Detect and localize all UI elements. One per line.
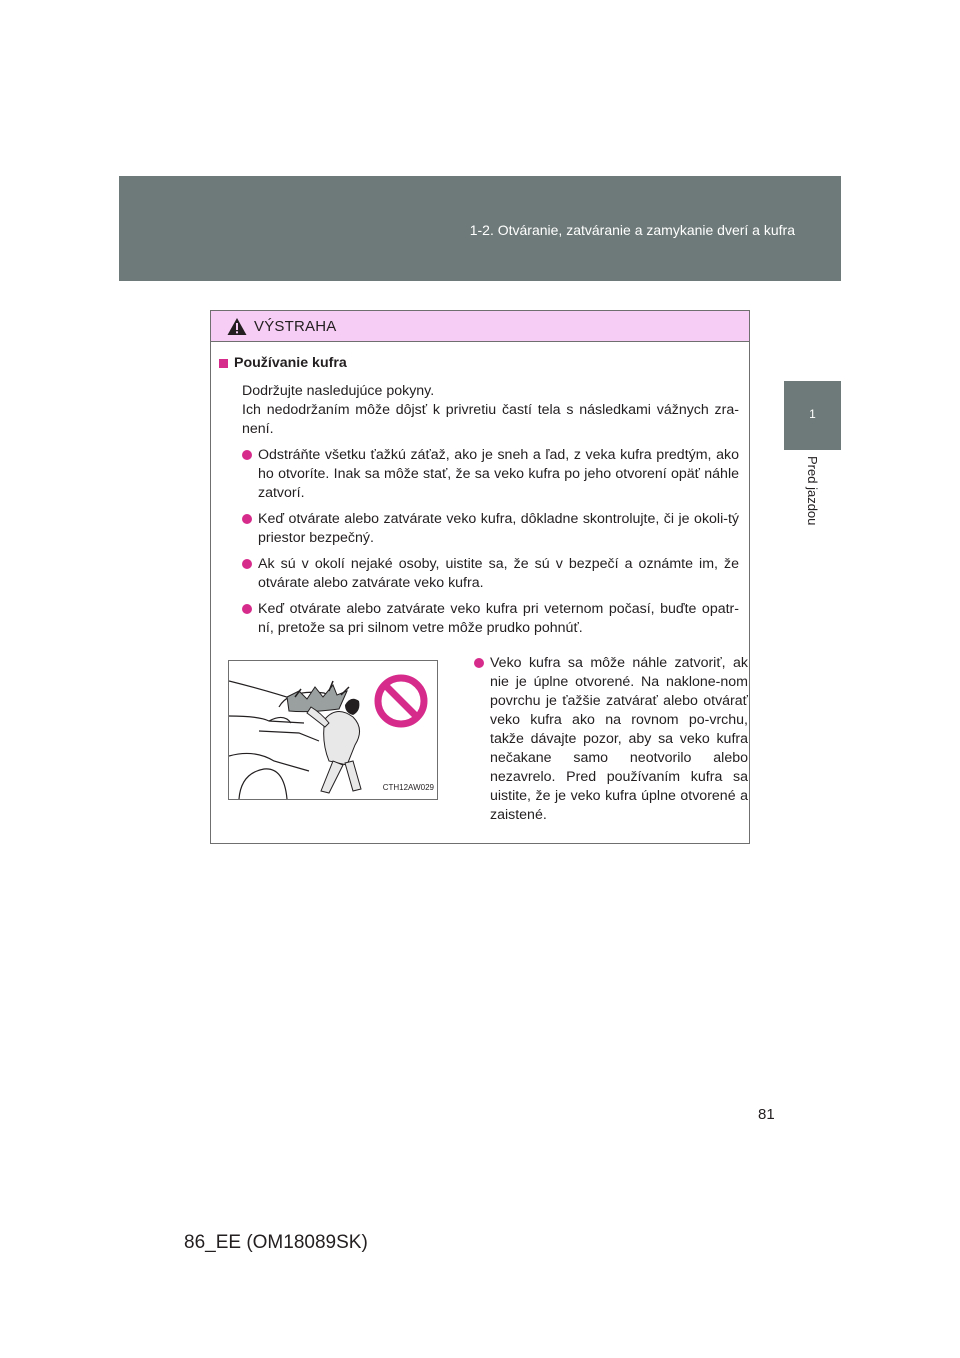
warning-box (210, 310, 750, 844)
chapter-title: 1-2. Otváranie, zatváranie a zamykanie dverí a kufra (469, 222, 795, 238)
figure-code: CTH12AW029 (382, 783, 434, 792)
list-item-text: Ak sú v okolí nejaké osoby, uistite sa, že sú v bezpečí a oznámte im, že otvárate alebo zatvárate veko kufra. (258, 556, 739, 591)
list-item (242, 446, 739, 503)
list-item-text: Keď otvárate alebo zatvárate veko kufra, dôkladne skontrolujte, či je okoli-tý priestor bezpečný. (258, 511, 739, 546)
intro-paragraph (242, 382, 739, 439)
warning-heading: VÝSTRAHA (254, 317, 337, 335)
document-code: 86_EE (OM18089SK) (184, 1232, 368, 1253)
list-item-text: Keď otvárate alebo zatvárate veko kufra pri veternom počasí, buďte opatr-ní, pretože sa pri silnom vetre môže prudko pohnúť. (258, 601, 739, 636)
bullet-icon (242, 450, 252, 460)
bullet-icon (474, 658, 484, 668)
list-item (242, 510, 739, 548)
list-item-text: Odstráňte všetku ťažkú záťaž, ako je sneh a ľad, z veka kufra predtým, ako ho otvoríte. Inak sa môže stať, že sa veko kufra po jeho otvorení opäť náhle zatvorí. (258, 447, 739, 501)
chapter-tab (784, 381, 841, 450)
bullet-icon (242, 514, 252, 524)
page-number: 81 (758, 1106, 775, 1123)
chapter-number: 1 (809, 407, 816, 421)
square-bullet-icon (219, 359, 228, 368)
warning-header (211, 311, 749, 342)
side-note (474, 654, 748, 825)
bullet-icon (242, 604, 252, 614)
figure-row (219, 646, 748, 846)
chapter-header (119, 176, 841, 281)
intro-line-1: Dodržujte nasledujúce pokyny. (242, 383, 435, 399)
list-item (242, 555, 739, 593)
list-item (242, 600, 739, 638)
side-note-text: Veko kufra sa môže náhle zatvoriť, ak nie je úplne otvorené. Na naklone-nom povrchu je ťažšie zatvárať alebo otvárať veko kufra ako na rovnom po-vrchu, takže dávajte pozor, aby sa veko kufra nečakane samo neotvorilo alebo nezavrelo. Pred používaním kufra sa uistite, že je veko kufra úplne otvorené a zaistené. (490, 655, 748, 823)
warning-body (211, 342, 749, 846)
intro-line-2: Ich nedodržaním môže dôjsť k privretiu častí tela s následkami vážnych zra-není. (242, 402, 739, 437)
chapter-side-label (784, 456, 841, 576)
trunk-illustration (228, 660, 438, 800)
section-title (219, 354, 739, 373)
bullet-icon (242, 559, 252, 569)
warning-triangle-icon (227, 317, 247, 336)
chapter-side-label-text: Pred jazdou (805, 456, 820, 526)
section-title-text: Používanie kufra (234, 355, 347, 371)
